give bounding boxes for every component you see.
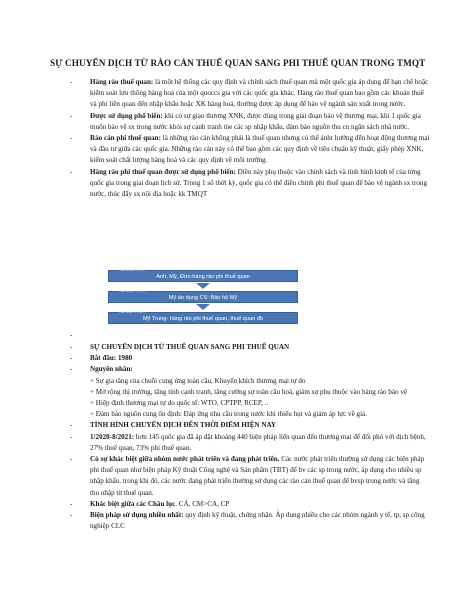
list-item <box>70 376 430 387</box>
diagram-box-label: Mỹ Trung- hàng rào phi thuế quan, thuế quan đb <box>142 316 264 322</box>
bullet-dash: - <box>70 365 73 374</box>
item-text: quy định kỹ thuật, chứng nhận. Áp dụng nhiều cho các nhóm ngành y tế, tp, sp công nghiệp CLC <box>90 511 425 531</box>
bullet-dash: - <box>70 421 73 430</box>
list-item <box>70 133 430 167</box>
down-arrow-icon <box>196 283 210 289</box>
bullet-dash: - <box>70 354 73 363</box>
diagram-box <box>108 270 298 282</box>
bullet-dash: - <box>70 432 73 441</box>
bullet-dash: - <box>70 499 73 508</box>
item-heading: Khác biệt giữa các Châu lục <box>90 499 176 508</box>
list-item <box>70 454 430 499</box>
bullet-dash: - <box>70 343 73 351</box>
bullet-dash: - <box>70 455 73 464</box>
list-item <box>70 364 430 375</box>
diagram-box <box>108 312 298 324</box>
list-item <box>70 353 430 364</box>
list-item <box>70 510 430 532</box>
item-heading: Được sử dụng phổ biến: <box>90 111 163 120</box>
list-item <box>70 387 430 398</box>
bullet-dash: - <box>70 134 73 143</box>
section-tariff-barriers <box>70 77 430 200</box>
item-text: hơn 145 quốc gia đã áp đặt khoảng 440 biện pháp liên quan đến thương mại để đối phó với dịch bệnh, 27% thuế quan, 73% phi thuế quan. <box>90 432 426 452</box>
timeline-diagram <box>108 270 298 324</box>
item-heading: Hàng rào phi thuế quan được sử dụng phổ biến: <box>90 167 236 176</box>
bullet-dash: - <box>70 511 73 520</box>
item-heading: Rào cản phi thuế quan: <box>90 134 161 143</box>
item-heading: Biện pháp sử dụng nhiều nhất: <box>90 511 184 520</box>
bullet-dash: - <box>70 331 73 339</box>
item-text: + Đảm bảo nguồn cung ổn định: Đáp ứng nhu cầu trong nước khi thiếu hụt và giảm áp lực về giá. <box>90 410 367 419</box>
list-item <box>70 167 430 201</box>
list-item <box>70 342 430 353</box>
diagram-box <box>108 291 298 303</box>
list-item <box>70 420 430 431</box>
list-item <box>70 77 430 111</box>
list-item <box>70 111 430 133</box>
document-title: SỰ CHUYỂN DỊCH TỪ RÀO CẢN THUẾ QUAN SANG PHI THUẾ QUAN TRONG TMQT <box>50 58 426 68</box>
item-text: Điều này phụ thuộc vào chính sách và tình hình kinh tế của từng quốc gia trong giai đoạn lịch sử. Trong 1 số thời kỳ, quốc gia có thể điều chỉnh phi thuế quan để bảo vệ ngành sx trong nước, thúc đẩy sx nội địa hoặc kk TMQT <box>90 167 428 199</box>
item-heading: Có sự khác biệt giữa nhóm nước phát triển và đang phát triển. <box>90 455 280 464</box>
item-text: + Sự gia tăng của chuỗi cung ứng toàn cầu, Khuyến khích thương mại tự do <box>90 376 306 385</box>
item-text: . CÁ, CM>CA, CP <box>175 499 230 508</box>
bullet-dash: - <box>70 167 73 176</box>
item-heading: SỰ CHUYỂN DỊCH TỪ THUẾ QUAN SANG PHI THUẾ QUAN <box>90 343 290 351</box>
list-item <box>70 499 430 510</box>
item-heading: Hàng rào thuế quan: <box>90 78 154 86</box>
item-heading: TÌNH HÌNH CHUYỂN DỊCH ĐẾN THỜI ĐIỂM HIỆN NAY <box>90 421 277 430</box>
item-text: là một hệ thống các quy định và chính sách thuế quan mà một quốc gia áp dụng để hạn chế hoặc kiểm soát lưu thông hàng hoá của một quoccs gia với các quốc gia khác. Hàng rào thuế quan bao gồm các khoản thuế và phí liên quan đến nhập khẩu hoặc XK hàng hoá, thường được áp dụng để bảo vệ ngành sản xuất trong nước. <box>90 78 429 109</box>
bullet-dash: - <box>70 78 73 86</box>
item-text: Các nước phát triển thường sử dụng các biện pháp phi thuế quan như biện pháp Kỹ thuật Công nghệ và Sản phẩm (TBT) để bv các sp trong nước, áp dụng cho nhiều sp nhập khẩu. trong khi đó, các nước đang phát triển thường sử dụng các rào cản thuế quan để bvsp trong nước và tăng thu nhập từ thuế quan. <box>90 455 425 497</box>
bullet-dash: - <box>70 111 73 120</box>
item-heading: 1/2020-8/2021: <box>90 432 135 441</box>
list-item <box>70 432 430 454</box>
down-arrow-icon <box>196 304 210 310</box>
list-item <box>70 409 430 420</box>
diagram-box-caption: Giai đoạn 2000... <box>119 310 146 314</box>
item-text: là những rào cản không phải là thuế quan nhưng có thể ảnhr hưởng đến hoạt động thương mại và đầu tư giữa các quốc gia. Những rào cản này có thể bao gồm các quy định về tiêu chuẩn kỹ thuật, giấy phép XNK, kiểm soát chất lượng hàng hoá và các quy định về môi trường. <box>90 134 430 165</box>
item-heading: Bắt đầu: 1980 <box>90 354 133 363</box>
diagram-box-caption: Giai đoạn 1990... <box>119 289 146 293</box>
item-text: + Mở rộng thị trường, tăng tính cạnh tranh, tăng cường sự toàn cầu hoá, giảm sự phụ thuộc vào hàng rào bảo vệ <box>90 387 408 396</box>
item-heading: Nguyên nhân: <box>90 365 133 374</box>
item-text: khi có sự giao thương XNK, được dùng trong giai đoạn bảo vệ thương mại, khi 1 quốc gia muốn bảo vệ sx trong nước khỏi sự cạnh tranh tùe các sp nhập khẩu, đảm bảo nguồn thu cn ngân sách nhà nước. <box>90 111 421 131</box>
list-item <box>70 398 430 409</box>
section-shift <box>70 342 430 532</box>
diagram-box-caption: Giai đoạn 1990... <box>119 268 146 272</box>
diagram-box-label: Anh, Mỹ, Đức-hàng rào phi thuế quan <box>156 274 250 280</box>
item-text: + Hiệp định thương mại tự do quốc tế: WTO, CPTPP, RCEP, .. <box>90 399 269 408</box>
diagram-box-label: Mỹ áo dụng CS: Bảo hộ Mỹ <box>168 295 238 301</box>
